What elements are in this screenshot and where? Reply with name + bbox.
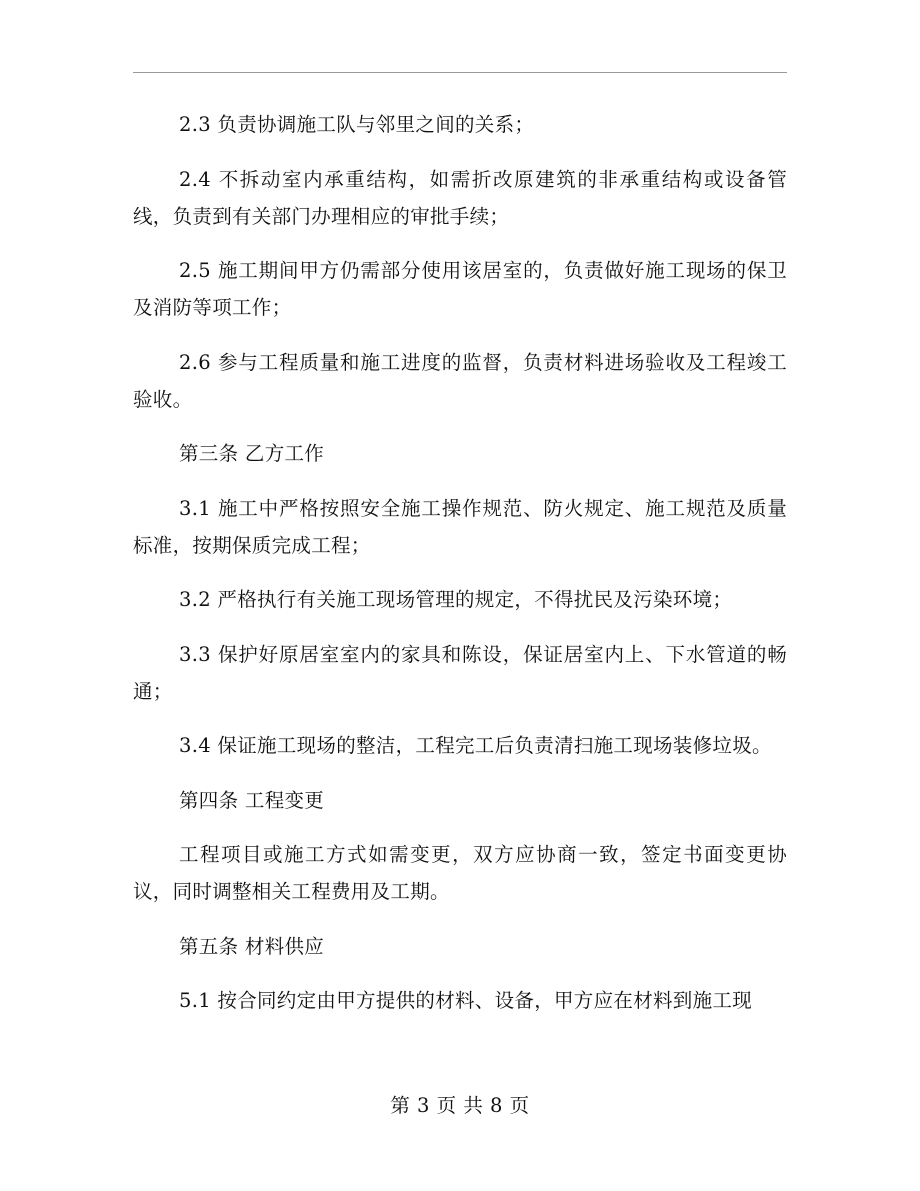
header-rule <box>133 72 787 73</box>
clause-2-3: 2.3 负责协调施工队与邻里之间的关系； <box>179 113 535 136</box>
page-number: 第 3 页 共 8 页 <box>390 1094 530 1117</box>
clause-3-3: 3.3 保护好原居室室内的家具和陈设，保证居室内上、下水管道的畅通； <box>133 642 787 703</box>
clause-2-5: 2.5 施工期间甲方仍需部分使用该居室的，负责做好施工现场的保卫及消防等项工作； <box>133 259 787 319</box>
article-4-heading: 第四条 工程变更 <box>179 788 325 812</box>
clause-2-6: 2.6 参与工程质量和施工进度的监督，负责材料进场验收及工程竣工验收。 <box>133 350 787 411</box>
article-4-body: 工程项目或施工方式如需变更，双方应协商一致，签定书面变更协议，同时调整相关工程费用及工期。 <box>133 843 787 903</box>
clause-3-4: 3.4 保证施工现场的整洁，工程完工后负责清扫施工现场装修垃圾。 <box>179 734 772 757</box>
article-5-heading: 第五条 材料供应 <box>179 934 325 958</box>
document-body <box>133 106 787 1037</box>
clause-3-2: 3.2 严格执行有关施工现场管理的规定，不得扰民及污染环境； <box>179 588 733 611</box>
clause-5-1: 5.1 按合同约定由甲方提供的材料、设备，甲方应在材料到施工现 <box>179 989 753 1012</box>
article-3-heading: 第三条 乙方工作 <box>179 442 325 465</box>
clause-3-1: 3.1 施工中严格按照安全施工操作规范、防火规定、施工规范及质量标准，按期保质完成工程； <box>133 496 787 557</box>
clause-2-4: 2.4 不拆动室内承重结构，如需折改原建筑的非承重结构或设备管线，负责到有关部门办理相应的审批手续； <box>133 167 787 228</box>
